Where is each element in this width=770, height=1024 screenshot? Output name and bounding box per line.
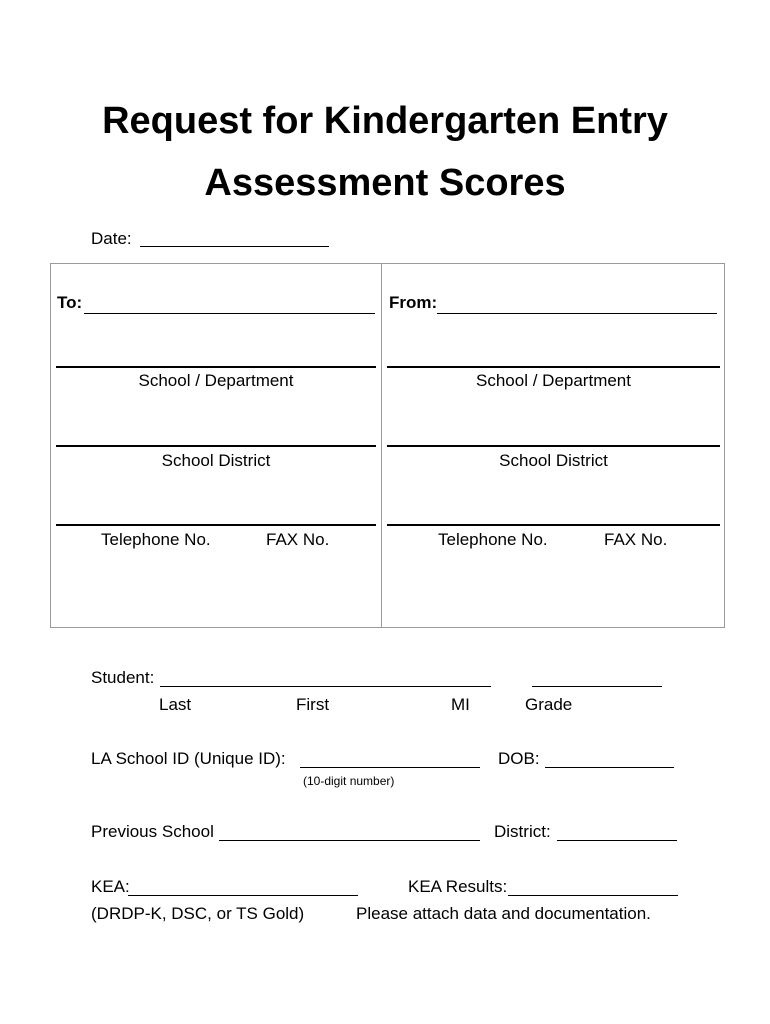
to-department-field[interactable]	[56, 366, 376, 368]
grade-caption: Grade	[525, 695, 573, 714]
dob-field[interactable]	[545, 767, 674, 768]
previous-district-label: District:	[494, 822, 551, 841]
from-district-field[interactable]	[387, 445, 720, 447]
from-label: From:	[389, 293, 438, 312]
student-name-field[interactable]	[160, 686, 491, 687]
last-name-caption: Last	[159, 695, 192, 714]
from-fax-label: FAX No.	[604, 530, 668, 549]
kea-hint: (DRDP-K, DSC, or TS Gold)	[91, 904, 305, 923]
from-phone-fax-field[interactable]	[387, 524, 720, 526]
to-name-field[interactable]	[84, 313, 375, 314]
first-name-caption: First	[296, 695, 330, 714]
from-department-field[interactable]	[387, 366, 720, 368]
form-title-line-1: Request for Kindergarten Entry	[102, 100, 668, 142]
from-department-label: School / Department	[476, 371, 631, 390]
date-field[interactable]	[140, 246, 329, 247]
kea-field[interactable]	[128, 895, 358, 896]
to-label: To:	[57, 293, 83, 312]
attach-note: Please attach data and documentation.	[356, 904, 651, 923]
to-department-label: School / Department	[138, 371, 294, 390]
middle-initial-caption: MI	[451, 695, 470, 714]
to-district-field[interactable]	[56, 445, 376, 447]
grade-field[interactable]	[532, 686, 662, 687]
form-title-line-2: Assessment Scores	[204, 162, 566, 204]
from-name-field[interactable]	[437, 313, 717, 314]
kea-results-field[interactable]	[508, 895, 678, 896]
previous-school-field[interactable]	[219, 840, 480, 841]
previous-district-field[interactable]	[557, 840, 677, 841]
school-id-field[interactable]	[300, 767, 480, 768]
from-telephone-label: Telephone No.	[438, 530, 548, 549]
dob-label: DOB:	[498, 749, 540, 768]
previous-school-label: Previous School	[91, 822, 214, 841]
student-label: Student:	[91, 668, 155, 687]
school-id-hint: (10-digit number)	[303, 774, 395, 788]
to-telephone-label: Telephone No.	[101, 530, 211, 549]
kea-label: KEA:	[91, 877, 130, 896]
contact-box-divider	[381, 263, 382, 628]
to-phone-fax-field[interactable]	[56, 524, 376, 526]
date-label: Date:	[91, 229, 132, 248]
school-id-label: LA School ID (Unique ID):	[91, 749, 286, 768]
to-fax-label: FAX No.	[266, 530, 330, 549]
to-district-label: School District	[161, 451, 271, 470]
kea-results-label: KEA Results:	[408, 877, 508, 896]
from-district-label: School District	[499, 451, 608, 470]
